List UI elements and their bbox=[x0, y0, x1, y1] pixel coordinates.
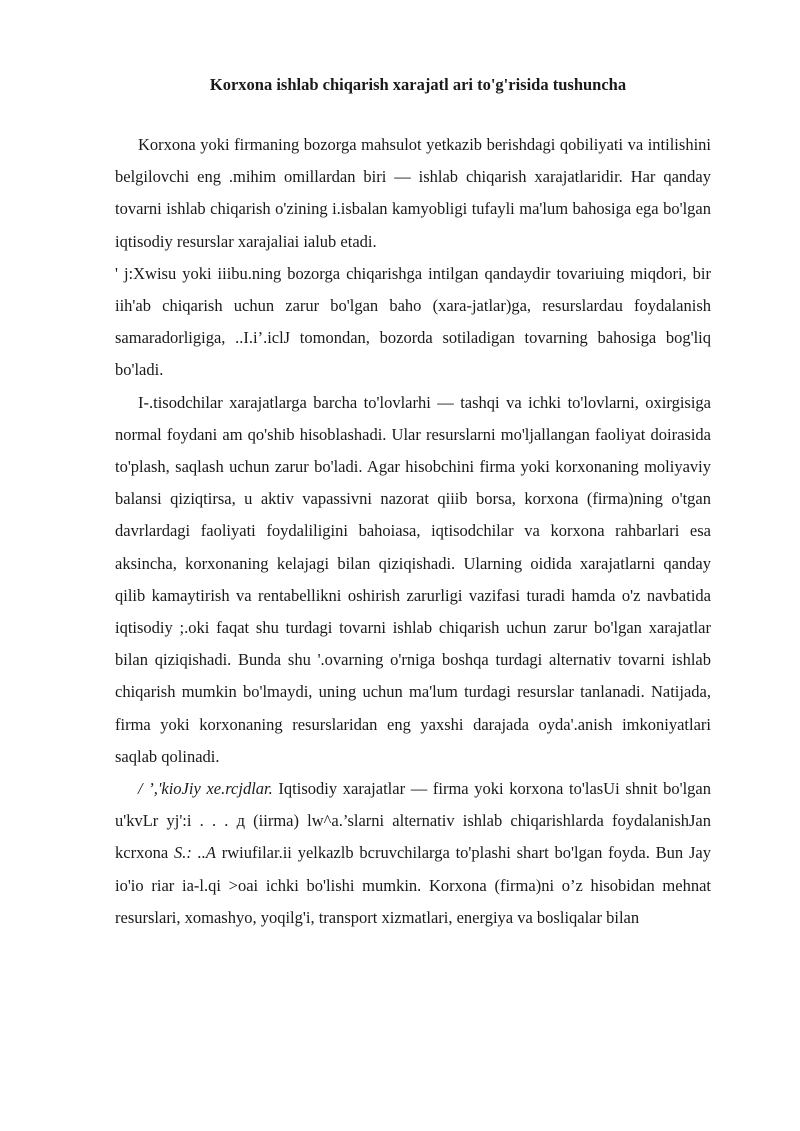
paragraph-1: Korxona yoki firmaning bozorga mahsulot yetkazib berishdagi qobiliyati va intilishini belgilovchi eng .mihim omillardan biri — ishlab chiqarish xarajatlaridir. Har qanday tovarni ishlab chiqarish o'zining i.isbalan kamyobligi tufayli ma'lum bahosiga ega bo'lgan iqtisodiy resurslar xarajaliai ialub etadi. bbox=[115, 135, 711, 251]
paragraph-4-italic-mid: S.: ..A bbox=[173, 843, 216, 863]
document-page bbox=[115, 72, 711, 934]
paragraph-4-italic-lead: / ’,'kioJiy xe.rcjdlar. bbox=[138, 779, 273, 799]
paragraph-4-text-2: rwiufilar.ii yelkazlb bcruvchilarga to'plashi shart bo'lgan foyda. Bun Jay io'io riar ia-l.qi >oai ichki bo'lishi mumkin. Korxona (firma)ni o’z hisobidan mehnat resurslari, xomashyo, yoqilg'i, transport xizmatlari, energiya va bosliqalar bilan bbox=[115, 843, 711, 927]
paragraph-4 bbox=[115, 773, 711, 934]
paragraph-4-text-1: Iqtisodiy xarajatlar — firma yoki korxona to'lasUi shnit bo'lgan u'kvLr yj':i . . . д (iirma) lw^a.’slarni alternativ ishlab chiqarishlarda foydalanishJan kcrxona bbox=[115, 779, 711, 863]
document-title: Korxona ishlab chiqarish xarajatl ari to'g'risida tushuncha bbox=[209, 75, 627, 94]
paragraph-2: ' j:Xwisu yoki iiibu.ning bozorga chiqarishga intilgan qandaydir tovariuing miqdori, bir iih'ab chiqarish uchun zarur bo'lgan baho (xara-jatlar)ga, resurslardau foydalanish samaradorligiga, ..I.i’.iclJ tomondan, bozorda sotiladigan tovarning bahosiga bog'liq bo'ladi. bbox=[115, 263, 711, 380]
paragraph-3: I-.tisodchilar xarajatlarga barcha to'lovlarhi — tashqi va ichki to'lovlarni, oxirgisiga normal foydani am qo'shib hisoblashadi. Ular resurslarni mo'ljallangan faoliyat doirasida to'plash, saqlash uchun zarur bo'ladi. Agar hisobchini firma yoki korxonaning moliyaviy balansi qiziqtirsa, u aktiv vapassivni nazorat qiiib borsa, korxona (firma)ning o'tgan davrlardagi faoliyati foydaliligini bahoiasa, iqtisodchilar va korxona rahbarlari esa aksincha, korxonaning kelajagi bilan qiziqishadi. Ularning oidida xarajatlarni qanday qilib kamaytirish va rentabellikni oshirish zarurligi vazifasi turadi hamda o'z navbatida iqtisodiy ;.oki faqat shu turdagi tovarni ishlab chiqarish uchun zarur bo'lgan xarajatlar bilan qiziqishadi. Bunda shu '.ovarning o'rniga boshqa turdagi alternativ tovarni ishlab chiqarish mumkin bo'lmaydi, uning uchun ma'lum turdagi resurslar tanlanadi. Natijada, firma yoki korxonaning resurslaridan eng yaxshi darajada oyda'.anish imkoniyatlari saqlab qolinadi. bbox=[115, 392, 711, 766]
